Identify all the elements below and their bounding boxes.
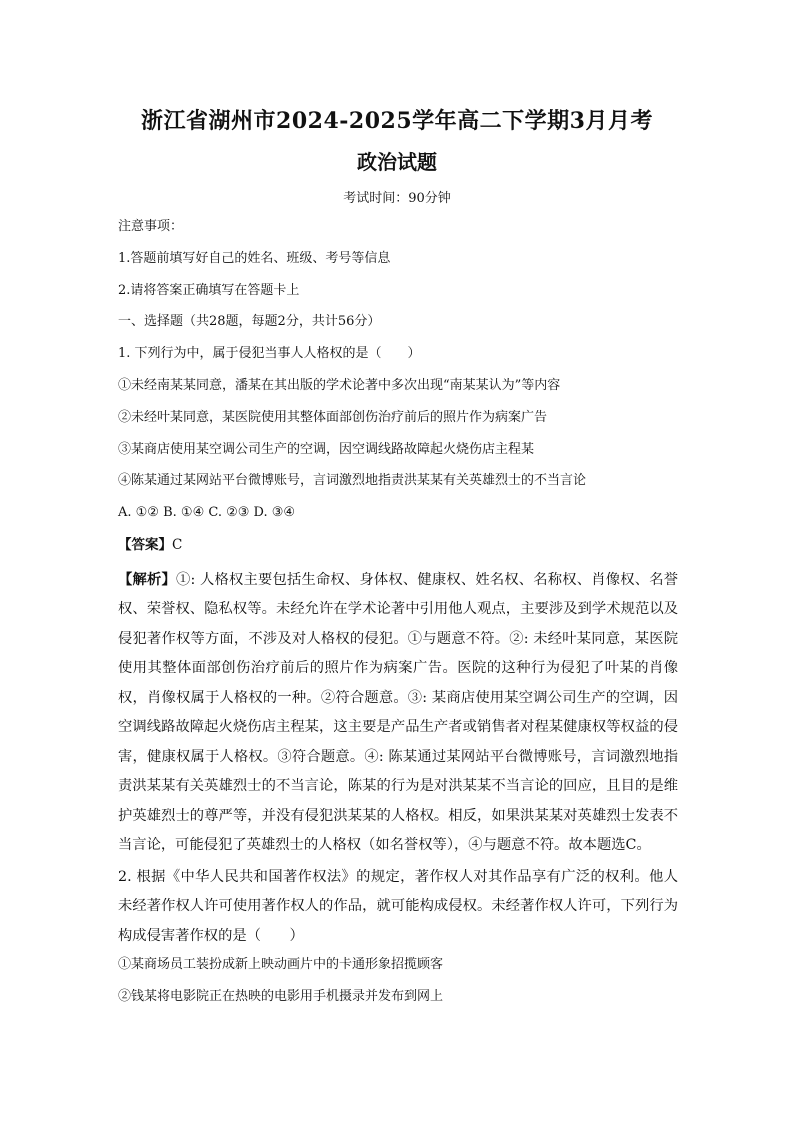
answer-label: 【答案】: [118, 536, 172, 553]
question-2-option: ①某商场员工装扮成新上映动画片中的卡通形象招揽顾客: [118, 957, 444, 973]
note-item: 1.答题前填写好自己的姓名、班级、考号等信息: [118, 250, 391, 266]
section-heading: 一、选择题（共28题，每题2分，共计56分）: [118, 314, 381, 330]
page-title: 浙江省湖州市2024-2025学年高二下学期3月月考: [141, 108, 653, 134]
question-1-answer: [118, 534, 678, 556]
question-1-option: ②未经叶某同意，某医院使用其整体面部创伤治疗前后的照片作为病案广告: [118, 409, 548, 425]
notes-heading: 注意事项：: [118, 219, 184, 234]
exam-body: [118, 216, 678, 1018]
question-1-analysis: [118, 566, 678, 861]
question-1-option: ③某商店使用某空调公司生产的空调，因空调线路故障起火烧伤店主程某: [118, 441, 535, 457]
question-2-option: ②钱某将电影院正在热映的电影用手机摄录并发布到网上: [118, 989, 444, 1005]
question-1-option: ④陈某通过某网站平台微博账号，言词激烈地指责洪某某有关英雄烈士的不当言论: [118, 473, 587, 489]
page-subtitle: 政治试题: [357, 150, 437, 174]
question-2-stem: 2. 根据《中华人民共和国著作权法》的规定，著作权人对其作品享有广泛的权利。他人未经著作权人许可使用著作权人的作品，就可能构成侵权。未经著作权人许可，下列行为构成侵害著作权的是（ ）: [118, 868, 678, 944]
question-1-stem: 1. 下列行为中，属于侵犯当事人人格权的是（ ）: [118, 346, 421, 362]
analysis-text: ①: 人格权主要包括生命权、身体权、健康权、姓名权、名称权、肖像权、名誉权、荣誉权、隐私权等。未经允许在学术论著中引用他人观点，主要涉及到学术规范以及侵犯著作权等方面，不涉及对人格权的侵犯。①与题意不符。②: 未经叶某同意，某医院使用其整体面部创伤治疗前后的照片作为病案广告。医院的这种行为侵犯了叶某的肖像权，肖像权属于人格权的一种。②符合题意。③: 某商店使用某空调公司生产的空调，因空调线路故障起火烧伤店主程某，这主要是产品生产者或销售者对程某健康权等权益的侵害，健康权属于人格权。③符合题意。④: 陈某通过某网站平台微博账号，言词激烈地指责洪某某有关英雄烈士的不当言论，陈某的行为是对洪某某不当言论的回应，且目的是维护英雄烈士的尊严等，并没有侵犯洪某某的人格权。相反，如果洪某某对英雄烈士发表不当言论，可能侵犯了英雄烈士的人格权（如名誉权等），④与题意不符。故本题选C。: [118, 571, 679, 854]
exam-time: 考试时间：90分钟: [343, 191, 451, 206]
answer-value: C: [172, 536, 183, 553]
note-item: 2.请将答案正确填写在答题卡上: [118, 282, 300, 298]
question-1-option: ①未经南某某同意，潘某在其出版的学术论著中多次出现“南某某认为”等内容: [118, 377, 561, 393]
question-1-choices: A. ①② B. ①④ C. ②③ D. ③④: [118, 505, 296, 521]
analysis-label: 【解析】: [118, 571, 176, 588]
